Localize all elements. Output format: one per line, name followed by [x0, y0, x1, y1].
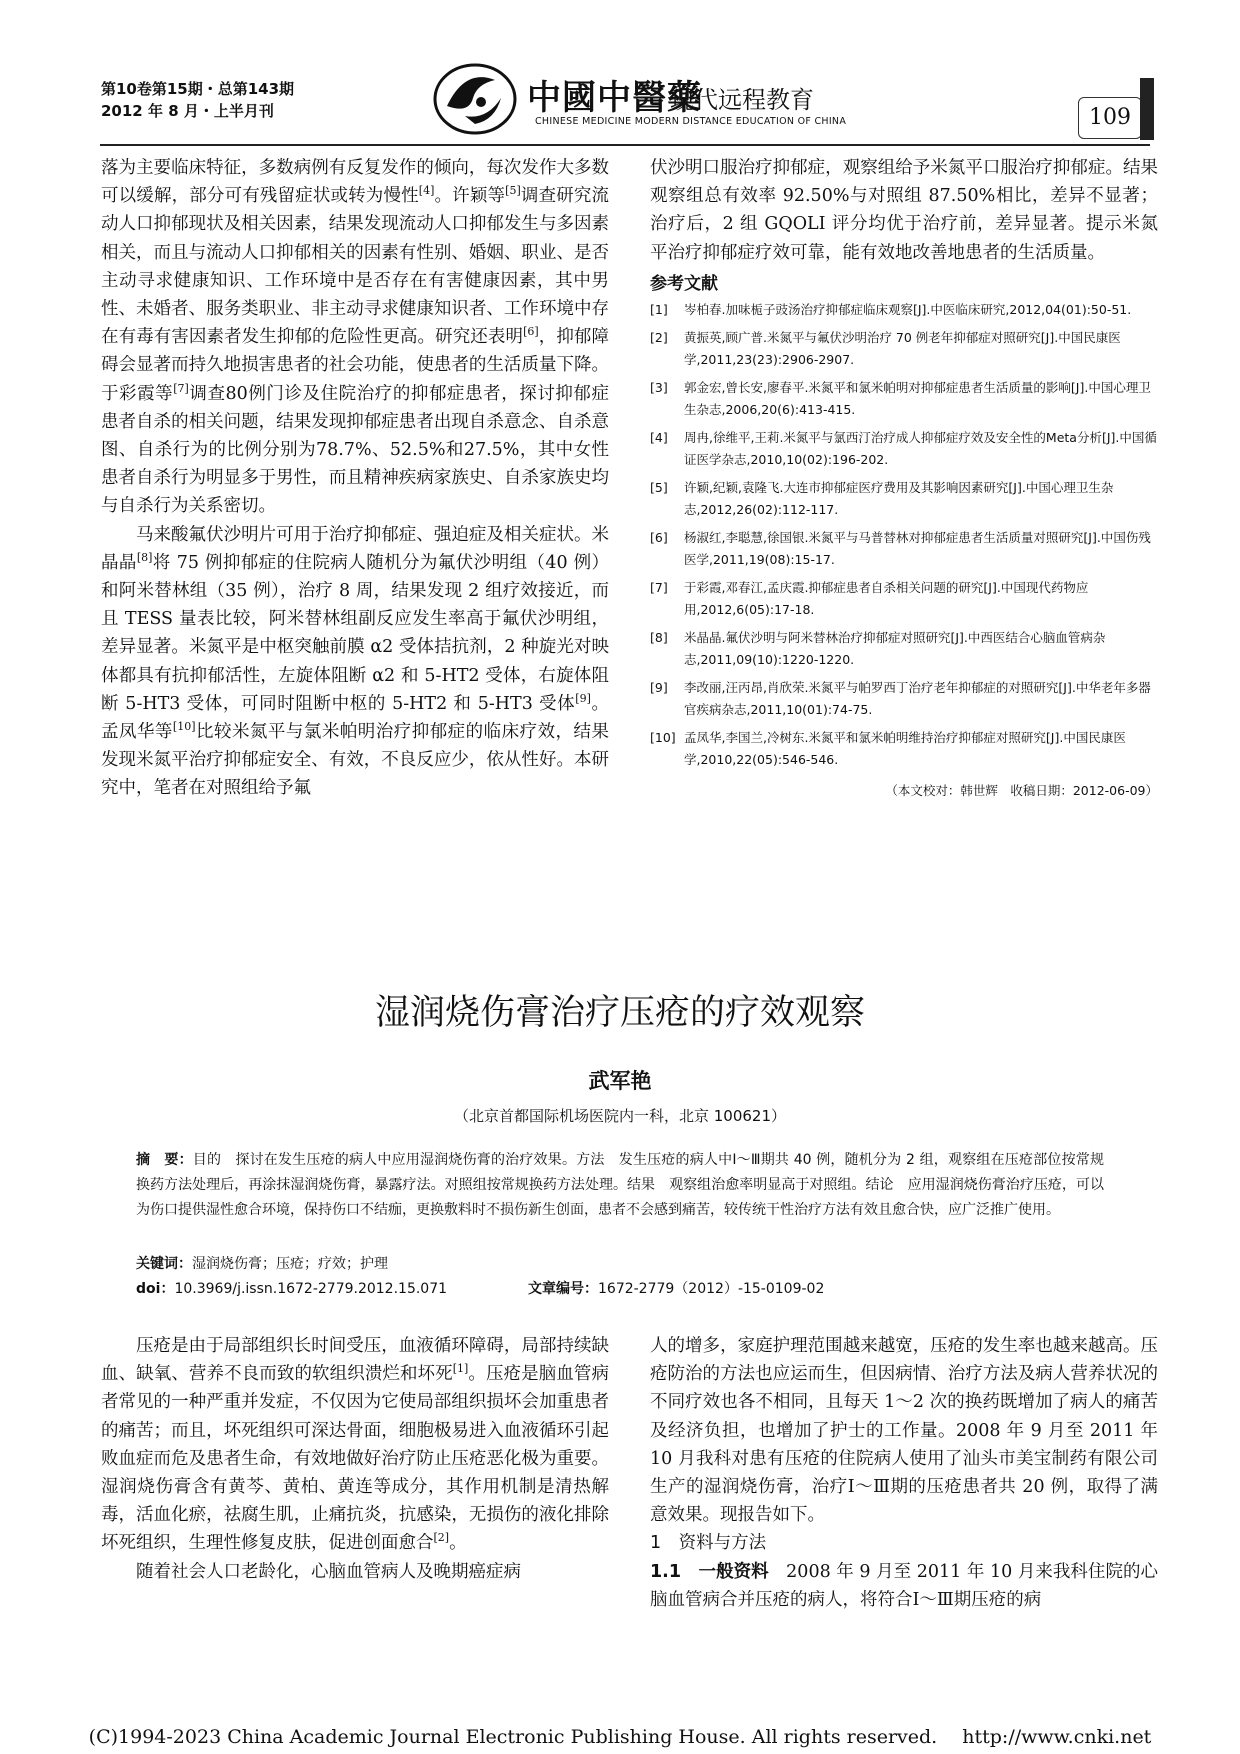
- abstract: [136, 1148, 1104, 1223]
- reference-text: 孟凤华,李国兰,冷树东.米氮平和氯米帕明维持治疗抑郁症对照研究[J].中国民康医学,2010,22(05):546-546.: [684, 729, 1126, 767]
- reference-item: [650, 427, 1158, 471]
- article-number-label: 文章编号：: [528, 1281, 598, 1297]
- article1-conclusion-paragraph: 伏沙明口服治疗抑郁症，观察组给予米氮平口服治疗抑郁症。结果观察组总有效率 92.50%与对照组 87.50%相比，差异不显著；治疗后，2 组 GQOLI 评分均优于治疗前，差异显著。提示米氮平治疗抑郁症疗效可靠，能有效地改善地患者的生活质量。: [650, 158, 1158, 263]
- abstract-label: 摘 要：: [136, 1152, 193, 1168]
- reference-item: [650, 577, 1158, 621]
- logo-emblem-icon: [425, 58, 525, 140]
- citation-marker: [4]: [418, 184, 435, 198]
- reference-number: [2]: [650, 329, 668, 345]
- reference-text: 许颖,纪颖,袁隆飞.大连市抑郁症医疗费用及其影响因素研究[J].中国心理卫生杂志,2012,26(02):112-117.: [684, 479, 1114, 517]
- reference-item: [650, 677, 1158, 721]
- doi-value: 10.3969/j.issn.1672-2779.2012.15.071: [174, 1281, 448, 1297]
- reference-number: [3]: [650, 379, 668, 395]
- page-tab-marker: [1140, 78, 1154, 140]
- reference-number: [1]: [650, 301, 668, 317]
- article-number: [528, 1277, 824, 1302]
- article2-paragraph: 随着社会人口老龄化，心脑血管病人及晚期癌症病: [136, 1561, 521, 1582]
- issue-volume: 第10卷第15期・总第143期: [101, 80, 295, 98]
- editor-note: （本文校对：韩世辉 收稿日期：2012-06-09）: [885, 782, 1158, 798]
- article2-right-column: [650, 1332, 1158, 1614]
- article2-left-column: [101, 1332, 609, 1586]
- citation-marker: [9]: [575, 692, 591, 706]
- section-heading: 1 资料与方法: [650, 1533, 767, 1554]
- header-rule: [100, 144, 1150, 146]
- journal-name-en: CHINESE MEDICINE MODERN DISTANCE EDUCATION OF CHINA: [535, 116, 847, 127]
- reference-item: [650, 527, 1158, 571]
- reference-item: [650, 327, 1158, 371]
- citation-marker: [5]: [505, 184, 521, 198]
- article2-paragraph: 人的增多，家庭护理范围越来越宽，压疮的发生率也越来越高。压疮防治的方法也应运而生，但因病情、治疗方法及病人营养状况的不同疗效也各不相同，且每天 1～2 次的换药既增加了病人的痛苦及经济负担，也增加了护士的工作量。2008 年 9 月至 2011 年 10 月我科对患有压疮的住院病人使用了汕头市美宝制药有限公司生产的湿润烧伤膏，治疗Ⅰ～Ⅲ期的压疮患者共 20 例，取得了满意效果。现报告如下。: [650, 1336, 1158, 1526]
- subsection-text: 2008 年 9 月至 2011 年 10 月来我科住院的心脑血管病合并压疮的病人，将符合Ⅰ～Ⅲ期压疮的病: [650, 1561, 1158, 1610]
- citation-marker: [8]: [136, 551, 153, 565]
- references-list: [650, 299, 1158, 771]
- references-title: 参考文献: [650, 273, 718, 294]
- copyright-footer: (C)1994-2023 China Academic Journal Electronic Publishing House. All rights reserved. http://www.cnki.net: [88, 1726, 1152, 1748]
- reference-number: [9]: [650, 679, 668, 695]
- article2-author: 武军艳: [588, 1069, 652, 1093]
- page-number: 109: [1078, 97, 1142, 139]
- article1-right-column: [650, 154, 1158, 805]
- reference-number: [8]: [650, 629, 668, 645]
- reference-item: [650, 477, 1158, 521]
- journal-name-cn: 中國中醫藥: [527, 78, 702, 118]
- reference-item: [650, 299, 1158, 321]
- citation-marker: [1]: [452, 1362, 469, 1376]
- article1-paragraph: 落为主要临床特征，多数病例有反复发作的倾向，每次发作大多数可以缓解，部分可有残留症状或转为慢性[4]。许颖等[5]调查研究流动人口抑郁现状及相关因素，结果发现流动人口抑郁发生与多因素相关，而且与流动人口抑郁相关的因素有性别、婚姻、职业、是否主动寻求健康知识、工作环境中是否存在有害健康因素，其中男性、未婚者、服务类职业、非主动寻求健康知识者、工作环境中存在有毒有害因素者发生抑郁的危险性更高。研究还表明[6]，抑郁障碍会显著而持久地损害患者的社会功能，使患者的生活质量下降。于彩霞等[7]调查80例门诊及住院治疗的抑郁症患者，探讨抑郁症患者自杀的相关问题，结果发现抑郁症患者出现自杀意念、自杀意图、自杀行为的比例分别为78.7%、52.5%和27.5%，其中女性患者自杀行为明显多于男性，而且精神疾病家族史、自杀家族史均与自杀行为关系密切。: [101, 158, 610, 517]
- citation-marker: [7]: [173, 381, 189, 395]
- reference-text: 黄振英,顾广普.米氮平与氟伏沙明治疗 70 例老年抑郁症对照研究[J].中国民康医学,2011,23(23):2906-2907.: [684, 329, 1121, 367]
- issue-date: 2012 年 8 月・上半月刊: [101, 102, 274, 120]
- reference-item: [650, 727, 1158, 771]
- abstract-text: 目的 探讨在发生压疮的病人中应用湿润烧伤膏的治疗效果。方法 发生压疮的病人中Ⅰ～Ⅲ期共 40 例，随机分为 2 组，观察组在压疮部位按常规换药方法处理后，再涂抹湿润烧伤膏，暴露疗法。对照组按常规换药方法处理。结果 观察组治愈率明显高于对照组。结论 应用湿润烧伤膏治疗压疮，可以为伤口提供湿性愈合环境，保持伤口不结痂，更换敷料时不损伤新生创面，患者不会感到痛苦，较传统干性治疗方法有效且愈合快，应广泛推广使用。: [136, 1152, 1104, 1218]
- reference-number: [7]: [650, 579, 668, 595]
- issue-info: [101, 78, 294, 122]
- keywords-label: 关键词：: [136, 1256, 192, 1272]
- subsection-heading: 1.1 一般资料: [650, 1561, 769, 1582]
- citation-marker: [10]: [172, 720, 196, 734]
- keywords-text: 湿润烧伤膏；压疮；疗效；护理: [192, 1256, 388, 1272]
- reference-text: 岑柏春.加味栀子豉汤治疗抑郁症临床观察[J].中医临床研究,2012,04(01):50-51.: [684, 301, 1132, 317]
- reference-text: 米晶晶.氟伏沙明与阿米替林治疗抑郁症对照研究[J].中西医结合心脑血管病杂志,2011,09(10):1220-1220.: [684, 629, 1106, 667]
- doi-row: [136, 1277, 1104, 1302]
- reference-number: [6]: [650, 529, 668, 545]
- reference-number: [10]: [650, 729, 676, 745]
- article2-title: 湿润烧伤膏治疗压疮的疗效观察: [374, 993, 865, 1033]
- reference-text: 于彩霞,邓春江,孟庆霞.抑郁症患者自杀相关问题的研究[J].中国现代药物应用,2012,6(05):17-18.: [684, 579, 1089, 617]
- article2-paragraph: 压疮是由于局部组织长时间受压，血液循环障碍，局部持续缺血、缺氧、营养不良而致的软组织溃烂和坏死[1]。压疮是脑血管病者常见的一种严重并发症，不仅因为它使局部组织损坏会加重患者的痛苦；而且，坏死组织可深达骨面，细胞极易进入血液循环引起败血症而危及患者生命，有效地做好治疗防止压疮恶化极为重要。湿润烧伤膏含有黄芩、黄柏、黄连等成分，其作用机制是清热解毒，活血化瘀，祛腐生肌，止痛抗炎，抗感染，无损伤的液化排除坏死组织，生理性修复皮肤，促进创面愈合[2]。: [101, 1336, 609, 1554]
- reference-text: 李改丽,汪丙昂,肖欣荣.米氮平与帕罗西丁治疗老年抑郁症的对照研究[J].中华老年多器官疾病杂志,2011,10(01):74-75.: [684, 679, 1151, 717]
- citation-marker: [6]: [523, 325, 539, 339]
- reference-text: 周冉,徐维平,王莉.米氮平与氯西汀治疗成人抑郁症疗效及安全性的Meta分析[J].中国循证医学杂志,2010,10(02):196-202.: [684, 429, 1157, 467]
- doi-label: doi：: [136, 1281, 175, 1297]
- citation-marker: [2]: [433, 1531, 450, 1545]
- article1-paragraph: 马来酸氟伏沙明片可用于治疗抑郁症、强迫症及相关症状。米晶晶[8]将 75 例抑郁症的住院病人随机分为氟伏沙明组（40 例）和阿米替林组（35 例），治疗 8 周，结果发现 2 组疗效接近，而且 TESS 量表比较，阿米替林组副反应发生率高于氟伏沙明组，差异显著。米氮平是中枢突触前膜 α2 受体拮抗剂，2 种旋光对映体都具有抗抑郁活性，左旋体阻断 α2 和 5-HT2 受体，右旋体阻断 5-HT3 受体，可同时阻断中枢的 5-HT2 和 5-HT3 受体[9]。孟凤华等[10]比较米氮平与氯米帕明治疗抑郁症的临床疗效，结果发现米氮平治疗抑郁症安全、有效，不良反应少，依从性好。本研究中，笔者在对照组给予氟: [101, 524, 610, 799]
- reference-number: [4]: [650, 429, 668, 445]
- journal-subtitle: 现代远程教育: [670, 86, 814, 114]
- reference-item: [650, 627, 1158, 671]
- reference-item: [650, 377, 1158, 421]
- article2-affiliation: （北京首都国际机场医院内一科，北京 100621）: [453, 1107, 787, 1125]
- article-number-value: 1672-2779（2012）-15-0109-02: [598, 1281, 825, 1297]
- reference-number: [5]: [650, 479, 668, 495]
- journal-logo: [425, 58, 847, 140]
- reference-text: 郭金宏,曾长安,廖春平.米氮平和氯米帕明对抑郁症患者生活质量的影响[J].中国心理卫生杂志,2006,20(6):413-415.: [684, 379, 1151, 417]
- keywords: [136, 1252, 1104, 1277]
- article1-left-column: [101, 154, 609, 803]
- reference-text: 杨淑红,李聪慧,徐国银.米氮平与马普替林对抑郁症患者生活质量对照研究[J].中国伤残医学,2011,19(08):15-17.: [684, 529, 1151, 567]
